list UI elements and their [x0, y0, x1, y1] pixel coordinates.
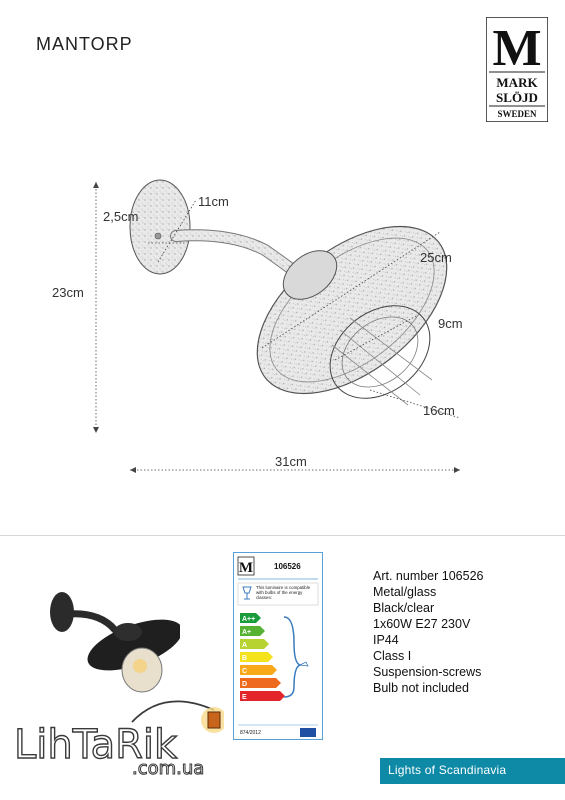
product-title: MANTORP	[36, 34, 133, 54]
spec-line: IP44	[373, 633, 399, 647]
watermark-name: LihTaRik	[14, 722, 178, 768]
dim-label-9: 9cm	[438, 316, 463, 331]
wall-plate	[130, 180, 190, 274]
energy-class-label: C	[242, 668, 248, 675]
logo-letter: M	[492, 20, 542, 77]
energy-label-info: This luminaire is compatible with bulbs of the energy classes:	[256, 585, 311, 600]
product-specs	[373, 568, 484, 696]
energy-class-bars	[240, 613, 285, 701]
spec-line: Class I	[373, 649, 412, 663]
energy-label-logo: M	[238, 560, 254, 576]
spec-line: Metal/glass	[373, 585, 437, 599]
energy-class-label: D	[242, 681, 248, 688]
lamp-shade	[227, 193, 477, 426]
product-photo	[40, 590, 180, 700]
logo-line-mark: MARK	[496, 75, 538, 90]
lihtarik-watermark	[14, 698, 224, 780]
energy-class-label: A	[242, 642, 248, 649]
logo-line-sweden: SWEDEN	[497, 109, 537, 119]
energy-class-label: A+	[242, 629, 252, 636]
energy-label	[233, 552, 323, 740]
logo-line-slojd: SLÖJD	[496, 90, 538, 105]
energy-label-regulation: 874/2012	[240, 730, 261, 736]
energy-label-article: 106526	[274, 562, 301, 571]
energy-class-label: A++	[242, 616, 256, 623]
spec-line: 1x60W E27 230V	[373, 617, 471, 631]
watermark-domain: .com.ua	[132, 758, 205, 779]
dim-label-2-5: 2,5cm	[103, 209, 139, 224]
spec-line: Bulb not included	[373, 681, 469, 695]
dim-label-11: 11cm	[198, 194, 229, 209]
energy-class-label: E	[242, 694, 247, 701]
section-divider	[0, 535, 565, 536]
spec-line: Suspension-screws	[373, 665, 482, 679]
spec-line: Black/clear	[373, 601, 435, 615]
footer-brand-text: Lights of Scandinavia	[388, 763, 507, 777]
dim-label-31: 31cm	[275, 454, 307, 469]
spec-line: Art. number 106526	[373, 569, 484, 583]
dim-label-25: 25cm	[420, 250, 452, 265]
dim-label-23: 23cm	[52, 285, 84, 300]
dim-label-16: 16cm	[423, 403, 455, 418]
energy-class-bar	[240, 691, 285, 701]
energy-class-label: B	[242, 655, 248, 662]
